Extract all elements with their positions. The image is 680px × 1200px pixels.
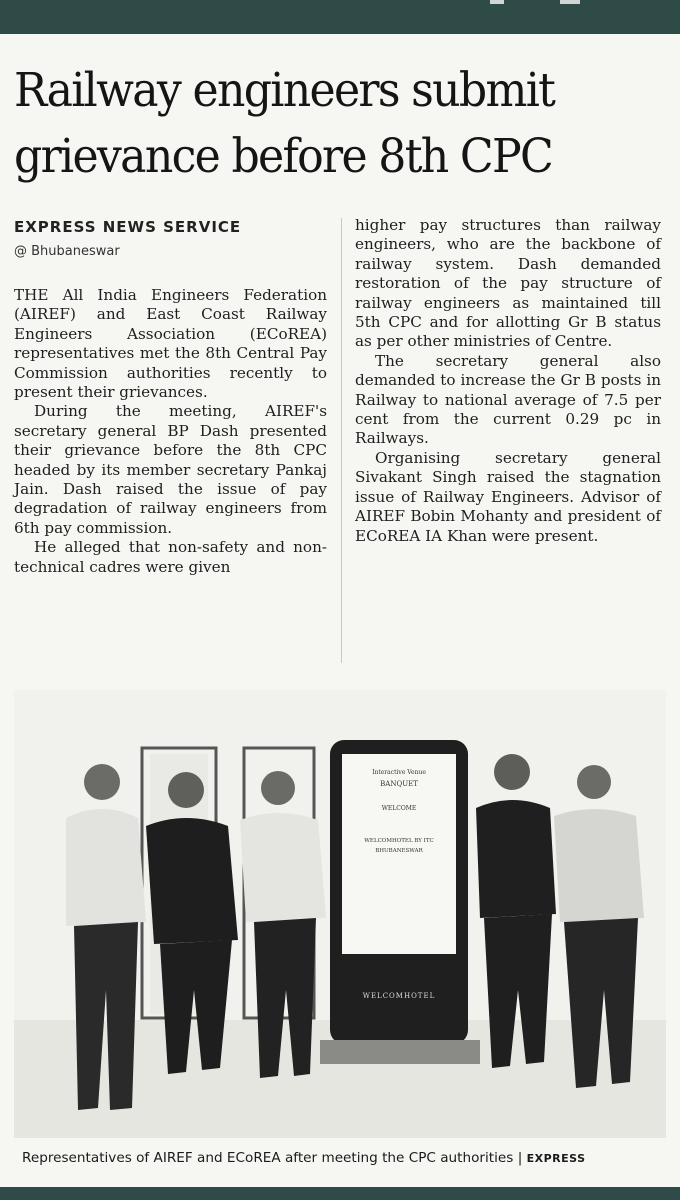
signage-stand xyxy=(320,740,480,1064)
byline: EXPRESS NEWS SERVICE xyxy=(14,218,242,236)
article-column-right xyxy=(355,216,661,546)
news-photo-illustration xyxy=(14,690,666,1138)
sign-line: Interactive Venue xyxy=(372,769,426,776)
sign-line: BHUBANESWAR xyxy=(375,848,423,854)
top-bar-mark xyxy=(560,0,580,4)
column-divider xyxy=(341,218,342,663)
article-paragraph: The secretary general also demanded to increase the Gr B posts in Railway to national average of 7.5 per cent from the current 0.29 pc in Railways. xyxy=(355,351,661,448)
headline-line-1: Railway engineers submit xyxy=(14,63,555,118)
article-paragraph: higher pay structures than railway engineers, who are the backbone of railway system. Dash demanded restoration of the pay structure of railway engineers as maintained till 5th CPC and for allotting Gr B status as per other ministries of Centre. xyxy=(355,216,661,351)
sign-line: WELCOMHOTEL BY ITC xyxy=(364,838,434,844)
dateline: @ Bhubaneswar xyxy=(14,244,120,259)
bottom-bar xyxy=(0,1187,680,1200)
sign-brand: WELCOMHOTEL xyxy=(362,992,436,1000)
headline-line-2: grievance before 8th CPC xyxy=(14,129,553,184)
article-paragraph: He alleged that non-safety and non-technical cadres were given xyxy=(14,538,327,576)
caption-text: Representatives of AIREF and ECoREA after meeting the CPC authorities xyxy=(22,1150,514,1166)
headline xyxy=(14,58,625,190)
photo-credit: EXPRESS xyxy=(526,1152,586,1165)
article-paragraph: THE All India Engineers Federation (AIREF) and East Coast Railway Engineers Association (ECoREA) representatives met the 8th Central Pay Commission authorities recently to present their grievances. xyxy=(14,286,327,402)
caption-separator: | xyxy=(517,1150,527,1166)
sign-line: BANQUET xyxy=(380,780,418,788)
photo-caption xyxy=(22,1150,662,1166)
news-photo xyxy=(14,690,666,1138)
article-paragraph: Organising secretary general Sivakant Singh raised the stagnation issue of Railway Engineers. Advisor of AIREF Bobin Mohanty and president of ECoREA IA Khan were present. xyxy=(355,448,661,545)
sign-line: WELCOME xyxy=(381,805,417,812)
article-column-left xyxy=(14,286,327,577)
top-bar xyxy=(0,0,680,34)
top-bar-mark xyxy=(490,0,504,4)
article-paragraph: During the meeting, AIREF's secretary general BP Dash presented their grievance before the 8th CPC headed by its member secretary Pankaj Jain. Dash raised the issue of pay degradation of railway engineers from 6th pay commission. xyxy=(14,402,327,537)
